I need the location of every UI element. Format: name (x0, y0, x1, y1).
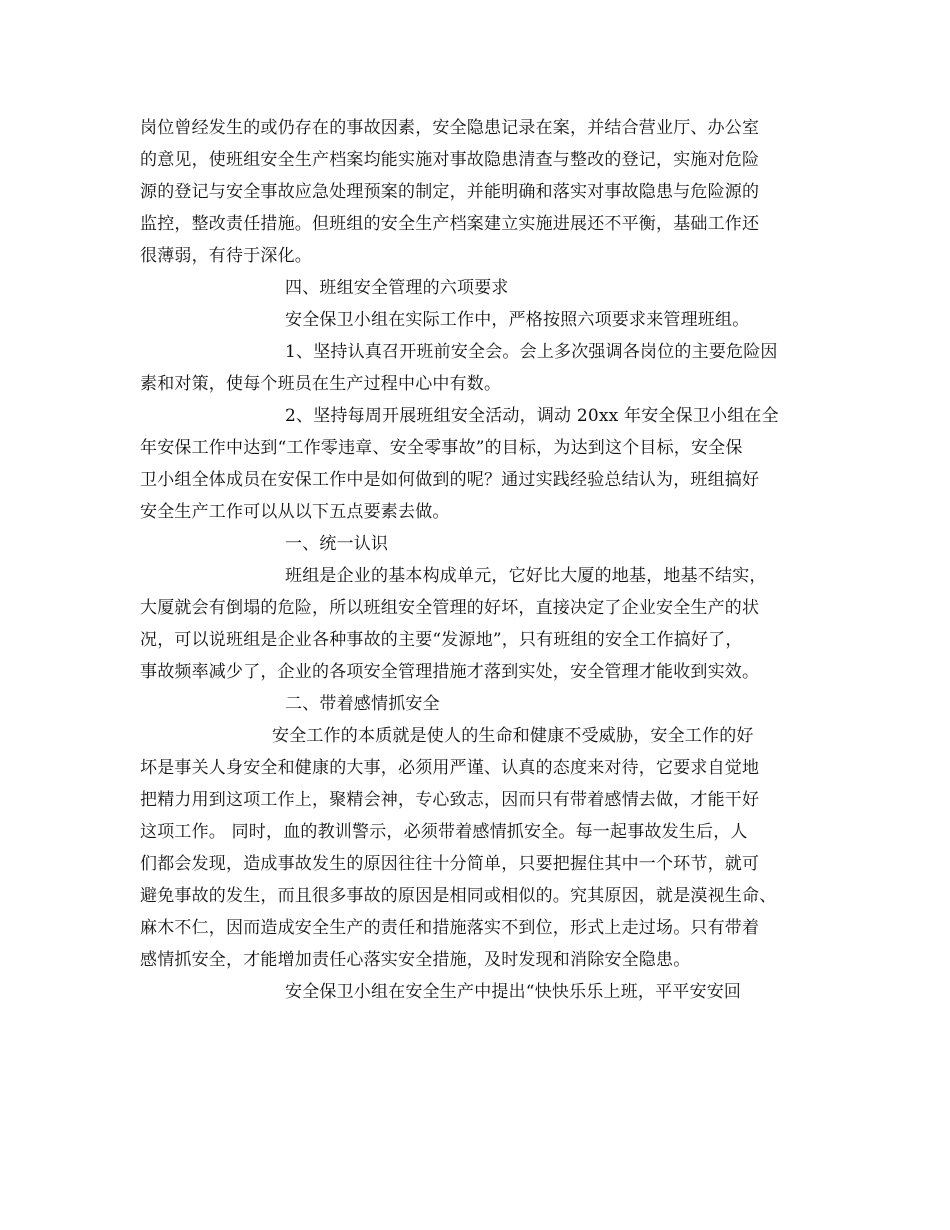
paragraph-line: 安全工作的本质就是使人的生命和健康不受威胁，安全工作的好 (272, 726, 754, 746)
paragraph-line: 麻木不仁，因而造成安全生产的责任和措施落实不到位，形式上走过场。只有带着 (140, 918, 760, 938)
paragraph-line: 安全保卫小组在实际工作中，严格按照六项要求来管理班组。 (285, 310, 750, 330)
paragraph-line: 安全保卫小组在安全生产中提出“快快乐乐上班，平平安安回 (285, 982, 742, 1002)
paragraph-line: 们都会发现，造成事故发生的原因往往十分简单，只要把握住其中一个环节，就可 (140, 854, 760, 874)
section-heading: 二、带着感情抓安全 (285, 694, 440, 714)
paragraph-line: 大厦就会有倒塌的危险，所以班组安全管理的好坏，直接决定了企业安全生产的状 (140, 598, 760, 618)
paragraph-line: 2、坚持每周开展班组安全活动，调动 20xx 年安全保卫小组在全 (285, 406, 779, 426)
paragraph-line: 况，可以说班组是企业各种事故的主要“发源地”，只有班组的安全工作搞好了， (140, 630, 743, 650)
paragraph-line: 这项工作。 同时，血的教训警示，必须带着感情抓安全。每一起事故发生后，人 (140, 822, 748, 842)
section-heading: 四、班组安全管理的六项要求 (285, 278, 509, 298)
section-heading: 一、统一认识 (285, 534, 389, 554)
paragraph-line: 素和对策，使每个班员在生产过程中心中有数。 (140, 374, 502, 394)
paragraph-line: 监控，整改责任措施。但班组的安全生产档案建立实施进展还不平衡，基础工作还 (140, 214, 760, 234)
paragraph-line: 年安保工作中达到“工作零违章、安全零事故”的目标，为达到这个目标，安全保 (140, 438, 743, 458)
paragraph-line: 的意见，使班组安全生产档案均能实施对事故隐患清查与整改的登记，实施对危险 (140, 150, 760, 170)
paragraph-line: 1、坚持认真召开班前安全会。会上多次强调各岗位的主要危险因 (285, 342, 778, 362)
paragraph-line: 很薄弱，有待于深化。 (140, 246, 312, 266)
paragraph-line: 班组是企业的基本构成单元，它好比大厦的地基，地基不结实， (285, 566, 767, 586)
document-body (140, 112, 820, 1008)
paragraph-line: 源的登记与安全事故应急处理预案的制定，并能明确和落实对事故隐患与危险源的 (140, 182, 760, 202)
paragraph-line: 岗位曾经发生的或仍存在的事故因素，安全隐患记录在案，并结合营业厅、办公室 (140, 118, 760, 138)
paragraph-line: 安全生产工作可以从以下五点要素去做。 (140, 502, 450, 522)
paragraph-line: 把精力用到这项工作上，聚精会神，专心致志，因而只有带着感情去做，才能干好 (140, 790, 760, 810)
paragraph-line: 卫小组全体成员在安保工作中是如何做到的呢？通过实践经验总结认为，班组搞好 (140, 470, 760, 490)
paragraph-line: 坏是事关人身安全和健康的大事，必须用严谨、认真的态度来对待，它要求自觉地 (140, 758, 760, 778)
paragraph-line: 避免事故的发生，而且很多事故的原因是相同或相似的。究其原因，就是漠视生命、 (140, 886, 777, 906)
paragraph-line: 事故频率减少了，企业的各项安全管理措施才落到实处，安全管理才能收到实效。 (140, 662, 760, 682)
paragraph-line: 感情抓安全，才能增加责任心落实安全措施，及时发现和消除安全隐患。 (140, 950, 691, 970)
